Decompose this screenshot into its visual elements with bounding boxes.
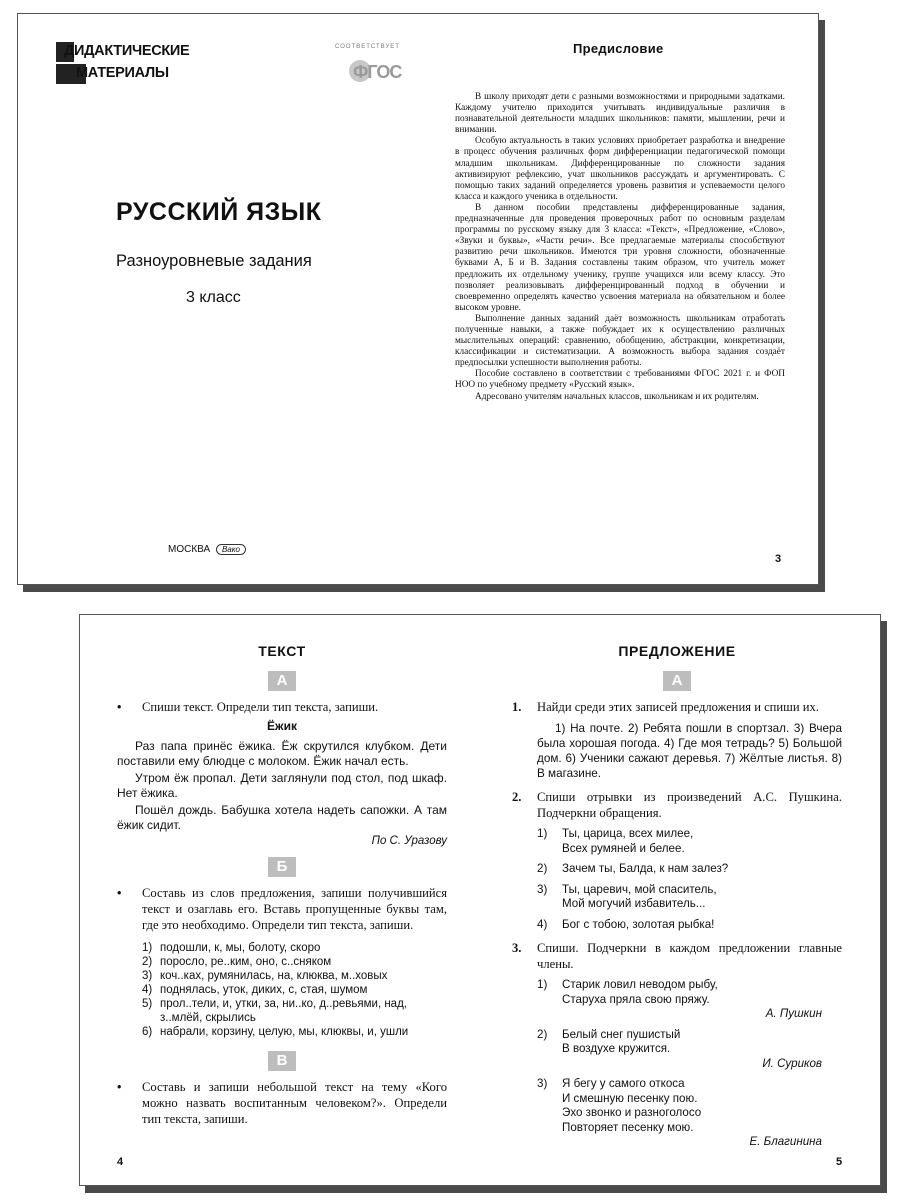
book-spread-bottom — [79, 614, 881, 1186]
fgos-mark: ФГОС — [353, 62, 402, 82]
list-item: 1) подошли, к, мы, болоту, скоро — [142, 942, 321, 954]
poem-author: И. Суриков — [762, 1056, 822, 1070]
poem-author: Е. Благинина — [749, 1135, 822, 1148]
preface-title: Предисловие — [573, 41, 664, 56]
task-2-items — [537, 827, 842, 932]
preface-paragraph: В школу приходят дети с разными возможностями и природными задатками. Каждому учителю приходится учитывать индивидуальные различия в познавательной деятельности младших школьников: памяти, мышлении, речи и внимании. — [455, 92, 785, 136]
level-c-badge: В — [268, 1051, 296, 1071]
preface-paragraph: Выполнение данных заданий даёт возможность школьникам отработать полученные навыки, а также побуждает их к осуществлению различных мыслительных операций: сравнению, обобщению, абстракции, конкретизации, классификации и систематизации. А возможность выбора задания создаёт предпосылки успешности выполнения работы. — [455, 313, 785, 369]
book-spread-top — [17, 13, 819, 585]
task-3 — [512, 940, 842, 972]
logo-line1: ДИДАКТИЧЕСКИЕ — [64, 43, 190, 59]
preface-text — [455, 92, 785, 403]
task-1 — [512, 699, 842, 715]
task-number: 3. — [512, 941, 522, 955]
task-number: 1. — [512, 700, 522, 714]
page-number: 3 — [775, 553, 782, 565]
bullet: • — [117, 700, 122, 714]
list-item: 2) Зачем ты, Балда, к нам залез? — [537, 862, 729, 875]
list-item: 6) набрали, корзину, целую, мы, клюквы, и, ушли — [142, 1026, 409, 1038]
level-a-badge: А — [663, 671, 691, 691]
section-title: ТЕКСТ — [258, 643, 306, 659]
word-list — [142, 941, 447, 1039]
task-number: 2. — [512, 790, 522, 804]
book-subtitle: Разноуровневые задания — [116, 252, 312, 270]
preface-paragraph: Пособие составлено в соответствии с требованиями ФГОС 2021 г. и ФОП НОО по учебному предмету «Русский язык». — [455, 369, 785, 391]
fgos-logo — [333, 42, 402, 82]
list-item: 1) Ты, царица, всех милее, Всех румяней и белее. — [537, 827, 694, 855]
list-item: 3) Ты, царевич, мой спаситель, Мой могучий избавитель... — [537, 882, 717, 910]
list-item: 3) коч..ках, румянилась, на, клюква, м..ховых — [142, 970, 388, 982]
page-number: 4 — [117, 1156, 124, 1168]
page-number: 5 — [836, 1156, 843, 1168]
task-3-items — [537, 978, 842, 1150]
bullet: • — [117, 886, 122, 900]
story — [117, 739, 447, 847]
page-sentence-section — [512, 643, 842, 1156]
task-1-items: 1) На почте. 2) Ребята пошли в спортзал. 3) Вчера была хорошая погода. 4) Где моя тетрадь? 5) Большой дом. 6) Ученики сажают деревья. 7) Жёлтые листья. 8) В магазине. — [537, 722, 842, 780]
list-item: 2) Белый снег пушистый В воздухе кружится. И. Суриков — [537, 1028, 842, 1072]
series-logo — [56, 42, 196, 87]
task-text: Найди среди этих записей предложения и спиши их. — [537, 700, 819, 714]
list-item: 2) поросло, ре..ким, оно, с..сняком — [142, 956, 332, 968]
fgos-arc-text: СООТВЕТСТВУЕТ — [335, 44, 400, 50]
publisher — [168, 544, 246, 555]
task-a — [117, 699, 447, 715]
story-paragraph: Пошёл дождь. Бабушка хотела надеть сапожки. А там ёжик сидит. — [117, 803, 447, 832]
task-text: Спиши текст. Определи тип текста, запиши. — [142, 700, 379, 714]
preface-paragraph: В данном пособии представлены дифференцированные задания, предназначенные для проведения проверочных работ по основным разделам программы по русскому языку для 3 класса: «Текст», «Предложение, «Слово», «Звуки и буквы», «Части речи». Все предлагаемые материалы способствуют развитию речи школьников. Имеются три уровня сложности, обозначенные буквами А, Б и В. Задания составлены таким образом, что учитель может предложить их отдельному ученику, группе учащихся или всему классу. Это позволяет реализовывать дифференцированный подход в обучении и своевременно определять качество усвоения материала на обязательном и более высоком уровне. — [455, 202, 785, 313]
preface-paragraph: Адресовано учителям начальных классов, школьникам и их родителям. — [475, 391, 759, 402]
task-text: Составь из слов предложения, запиши получившийся текст и озаглавь его. Вставь пропущенные буквы там, где это необходимо. Определи тип текста, запиши. — [142, 886, 447, 932]
publisher-badge: Вако — [216, 544, 246, 555]
list-item: 4) поднялась, уток, диких, с, стая, шумом — [142, 984, 368, 996]
level-a-badge: А — [268, 671, 296, 691]
task-text: Спиши отрывки из произведений А.С. Пушкина. Подчеркни обращения. — [537, 790, 842, 820]
preface-paragraph: Особую актуальность в таких условиях приобретает разработка и внедрение в процесс обучения различных форм дифференциации педагогической помощи младшим школьникам. Дифференцированные по сложности задания активизируют рефлексию, учат школьников рассуждать и аргументировать. С помощью таких заданий определяется уровень развития и успеваемости целого класса и каждого ученика в отдельности. — [455, 136, 785, 202]
task-text: Спиши. Подчеркни в каждом предложении главные члены. — [537, 941, 842, 971]
story-author: По С. Уразову — [371, 835, 447, 847]
bullet: • — [117, 1080, 122, 1094]
list-item: 5) прол..тели, и, утки, за, ни..ко, д..ревьями, над, з..млёй, скрылись — [142, 998, 407, 1024]
story-title: Ёжик — [267, 719, 297, 733]
task-c — [117, 1079, 447, 1127]
story-paragraph: Утром ёж пропал. Дети заглянули под стол, под шкаф. Нет ёжика. — [117, 771, 447, 800]
publisher-city: МОСКВА — [168, 544, 211, 555]
book-grade: 3 класс — [186, 289, 241, 306]
task-2 — [512, 789, 842, 821]
page-text-section — [117, 643, 447, 1127]
poem-author: А. Пушкин — [765, 1007, 822, 1020]
list-item: 4) Бог с тобою, золотая рыбка! — [537, 917, 715, 931]
book-title: РУССКИЙ ЯЗЫК — [116, 198, 322, 226]
logo-line2: МАТЕРИАЛЫ — [76, 65, 169, 81]
task-b — [117, 885, 447, 933]
list-item: 3) Я бегу у самого откоса И смешную песенку пою. Эхо звонко и разноголосо Повторяет песенку мою. Е. Благинина — [537, 1077, 842, 1150]
story-paragraph: Раз папа принёс ёжика. Ёж скрутился клубком. Дети поставили ему блюдце с молоком. Ёжик начал есть. — [117, 739, 447, 768]
list-item: 1) Старик ловил неводом рыбу, Старуха пряла свою пряжу. А. Пушкин — [537, 978, 842, 1022]
level-b-badge: Б — [268, 857, 296, 877]
section-title: ПРЕДЛОЖЕНИЕ — [618, 643, 736, 659]
task-text: Составь и запиши небольшой текст на тему «Кого можно назвать воспитанным человеком?». Определи тип текста, запиши. — [142, 1080, 447, 1126]
